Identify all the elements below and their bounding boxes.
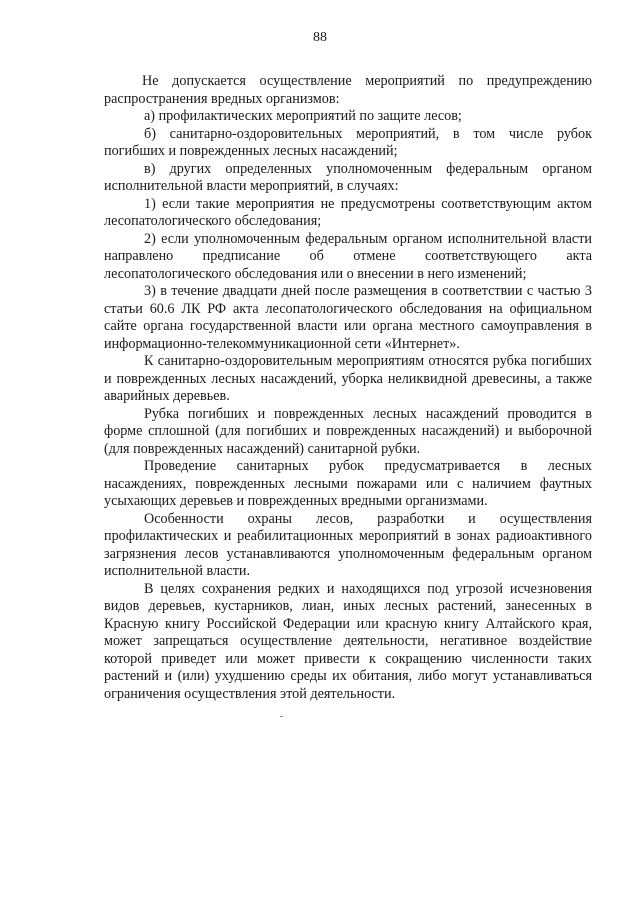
paragraph-red-book: В целях сохранения редких и находящихся под угрозой исчезновения видов деревьев, кустарников, лиан, иных лесных растений, занесенных в Красную книгу Российской Федерации или красную книгу Алтайского края, может запрещаться осуществление деятельности, негативное воздействие которой приведет или может привести к сокращению численности таких растений и (или) ухудшению среды их обитания, либо могут устанавливаться ограничения осуществления этой деятельности. (104, 580, 592, 702)
list-item-b: б) санитарно-оздоровительных мероприятий, в том числе рубок погибших и поврежденных лесных насаждений; (104, 125, 592, 159)
paragraph-sanitary-measures: К санитарно-оздоровительным мероприятиям относятся рубка погибших и поврежденных лесных насаждений, уборка неликвидной древесины, а также аварийных деревьев. (104, 353, 592, 404)
paragraph-felling-forms: Рубка погибших и поврежденных лесных насаждений проводится в форме сплошной (для погибших и поврежденных насаждений) и выборочной (для поврежденных насаждений) санитарной рубки. (104, 405, 592, 457)
scan-mark (280, 716, 283, 717)
case-item-2: 2) если уполномоченным федеральным органом исполнительной власти направлено предписание об отмене соответствующего акта лесопатологического обследования или о внесении в него изменений; (104, 230, 592, 282)
paragraph-prohibition-intro: Не допускается осуществление мероприятий по предупреждению распространения вредных организмов: (104, 73, 592, 107)
list-item-a: а) профилактических мероприятий по защите лесов; (144, 108, 462, 124)
case-item-1: 1) если такие мероприятия не предусмотрены соответствующим актом лесопатологического обследования; (104, 195, 592, 229)
document-body (104, 73, 592, 703)
paragraph-radioactive-zones: Особенности охраны лесов, разработки и осуществления профилактических и реабилитационных мероприятий в зонах радиоактивного загрязнения лесов устанавливаются уполномоченным федеральным органом исполнительной власти. (104, 510, 592, 579)
page-number: 88 (313, 30, 327, 45)
case-item-3: 3) в течение двадцати дней после размещения в соответствии с частью 3 статьи 60.6 ЛК РФ акта лесопатологического обследования на официальном сайте органа государственной власти или органа местного самоуправления в информационно-телекоммуникационной сети «Интернет». (104, 283, 592, 352)
paragraph-felling-conditions: Проведение санитарных рубок предусматривается в лесных насаждениях, поврежденных лесными пожарами или с наличием фаутных усыхающих деревьев и поврежденных вредными организмами. (104, 458, 592, 509)
list-item-c: в) других определенных уполномоченным федеральным органом исполнительной власти мероприятий, в случаях: (104, 160, 592, 194)
